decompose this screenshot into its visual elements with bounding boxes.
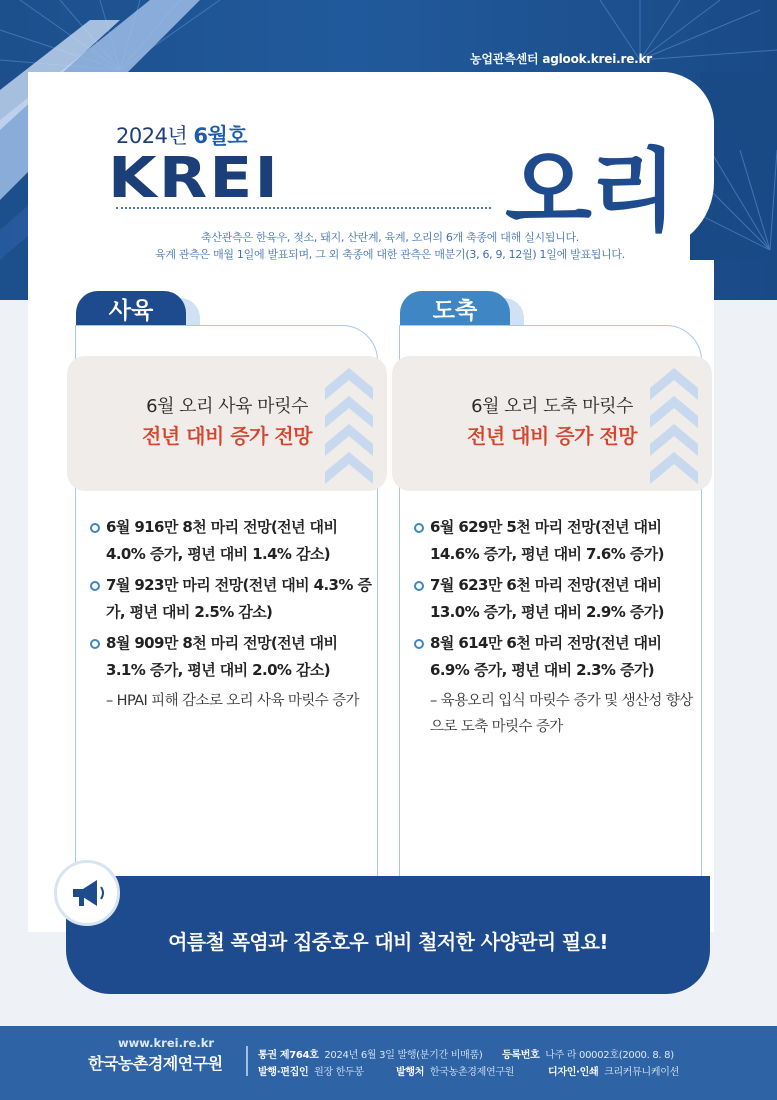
intro-text <box>40 229 740 263</box>
megaphone-icon <box>54 860 120 926</box>
footer-org: 한국농촌경제연구원 <box>88 1054 223 1073</box>
tab-slaughter: 도축 <box>400 291 510 331</box>
footer-volume-value: 2024년 6월 3일 발행(분기간 비매품) <box>324 1050 483 1061</box>
footer-publisher-label: 발행·편집인 <box>258 1067 309 1078</box>
footer-design-label: 디자인·인쇄 <box>548 1067 599 1078</box>
footer-publisher <box>258 1063 364 1078</box>
footer-issuer-label: 발행처 <box>396 1067 425 1078</box>
footer-design <box>548 1063 679 1078</box>
footer-volume <box>258 1046 482 1061</box>
list-item: 6월 916만 8천 마리 전망(전년 대비 4.0% 증가, 평년 대비 1.4% 감소) <box>90 514 380 568</box>
breeding-bullets <box>90 514 380 714</box>
footer-publisher-value: 원장 한두봉 <box>314 1067 364 1078</box>
slaughter-bullets <box>414 514 704 740</box>
issue-month: 6월호 <box>193 124 248 148</box>
slaughter-summary-title: 6월 오리 도축 마릿수 <box>471 396 633 417</box>
footer-issuer-value: 한국농촌경제연구원 <box>429 1067 515 1078</box>
tab-breeding: 사육 <box>76 291 186 331</box>
slaughter-summary <box>392 356 712 491</box>
list-item: 8월 909만 8천 마리 전망(전년 대비 3.1% 증가, 평년 대비 2.0% 감소) <box>90 630 380 684</box>
list-item: 7월 923만 마리 전망(전년 대비 4.3% 증가, 평년 대비 2.5% 감소) <box>90 572 380 626</box>
list-item: 8월 614만 6천 마리 전망(전년 대비 6.9% 증가, 평년 대비 2.3% 증가) <box>414 630 704 684</box>
footer-issuer <box>396 1063 514 1078</box>
page-title: 오리 <box>505 139 675 244</box>
slaughter-note: – 육용오리 입식 마릿수 증가 및 생산성 향상으로 도축 마릿수 증가 <box>430 693 693 735</box>
footer-reg-value: 나주 라 00002호(2000. 8. 8) <box>545 1050 674 1061</box>
footer-reg-label: 등록번호 <box>502 1050 540 1061</box>
dotted-divider <box>116 207 491 209</box>
breeding-summary <box>67 356 387 491</box>
intro-line-1: 축산관측은 한육우, 젖소, 돼지, 산란계, 육계, 오리의 6개 축종에 대해 실시됩니다. <box>201 231 579 244</box>
breeding-summary-outlook: 전년 대비 증가 전망 <box>142 424 312 448</box>
issue-year: 2024년 <box>116 124 194 148</box>
slaughter-summary-outlook: 전년 대비 증가 전망 <box>467 424 637 448</box>
footer-divider <box>246 1046 248 1076</box>
breeding-note: – HPAI 피해 감소로 오리 사육 마릿수 증가 <box>106 693 359 709</box>
footer-design-value: 크리커뮤니케이션 <box>604 1067 679 1078</box>
list-item: 6월 629만 5천 마리 전망(전년 대비 14.6% 증가, 평년 대비 7.6% 증가) <box>414 514 704 568</box>
krei-logo: KREI <box>108 146 281 211</box>
intro-line-2: 육계 관측은 매월 1일에 발표되며, 그 외 축종에 대한 관측은 매분기(3, 6, 9, 12월) 1일에 발표됩니다. <box>155 248 625 261</box>
footer-volume-label: 통권 제764호 <box>258 1050 319 1061</box>
footer-url[interactable]: www.krei.re.kr <box>118 1036 215 1050</box>
list-item: 7월 623만 6천 마리 전망(전년 대비 13.0% 증가, 평년 대비 2.9% 증가) <box>414 572 704 626</box>
website-link[interactable]: 농업관측센터 aglook.krei.re.kr <box>470 52 652 66</box>
footer-reg <box>502 1046 674 1061</box>
advisory-text: 여름철 폭염과 집중호우 대비 철저한 사양관리 필요! <box>168 930 608 954</box>
breeding-summary-title: 6월 오리 사육 마릿수 <box>146 396 308 417</box>
footer <box>0 1026 777 1100</box>
